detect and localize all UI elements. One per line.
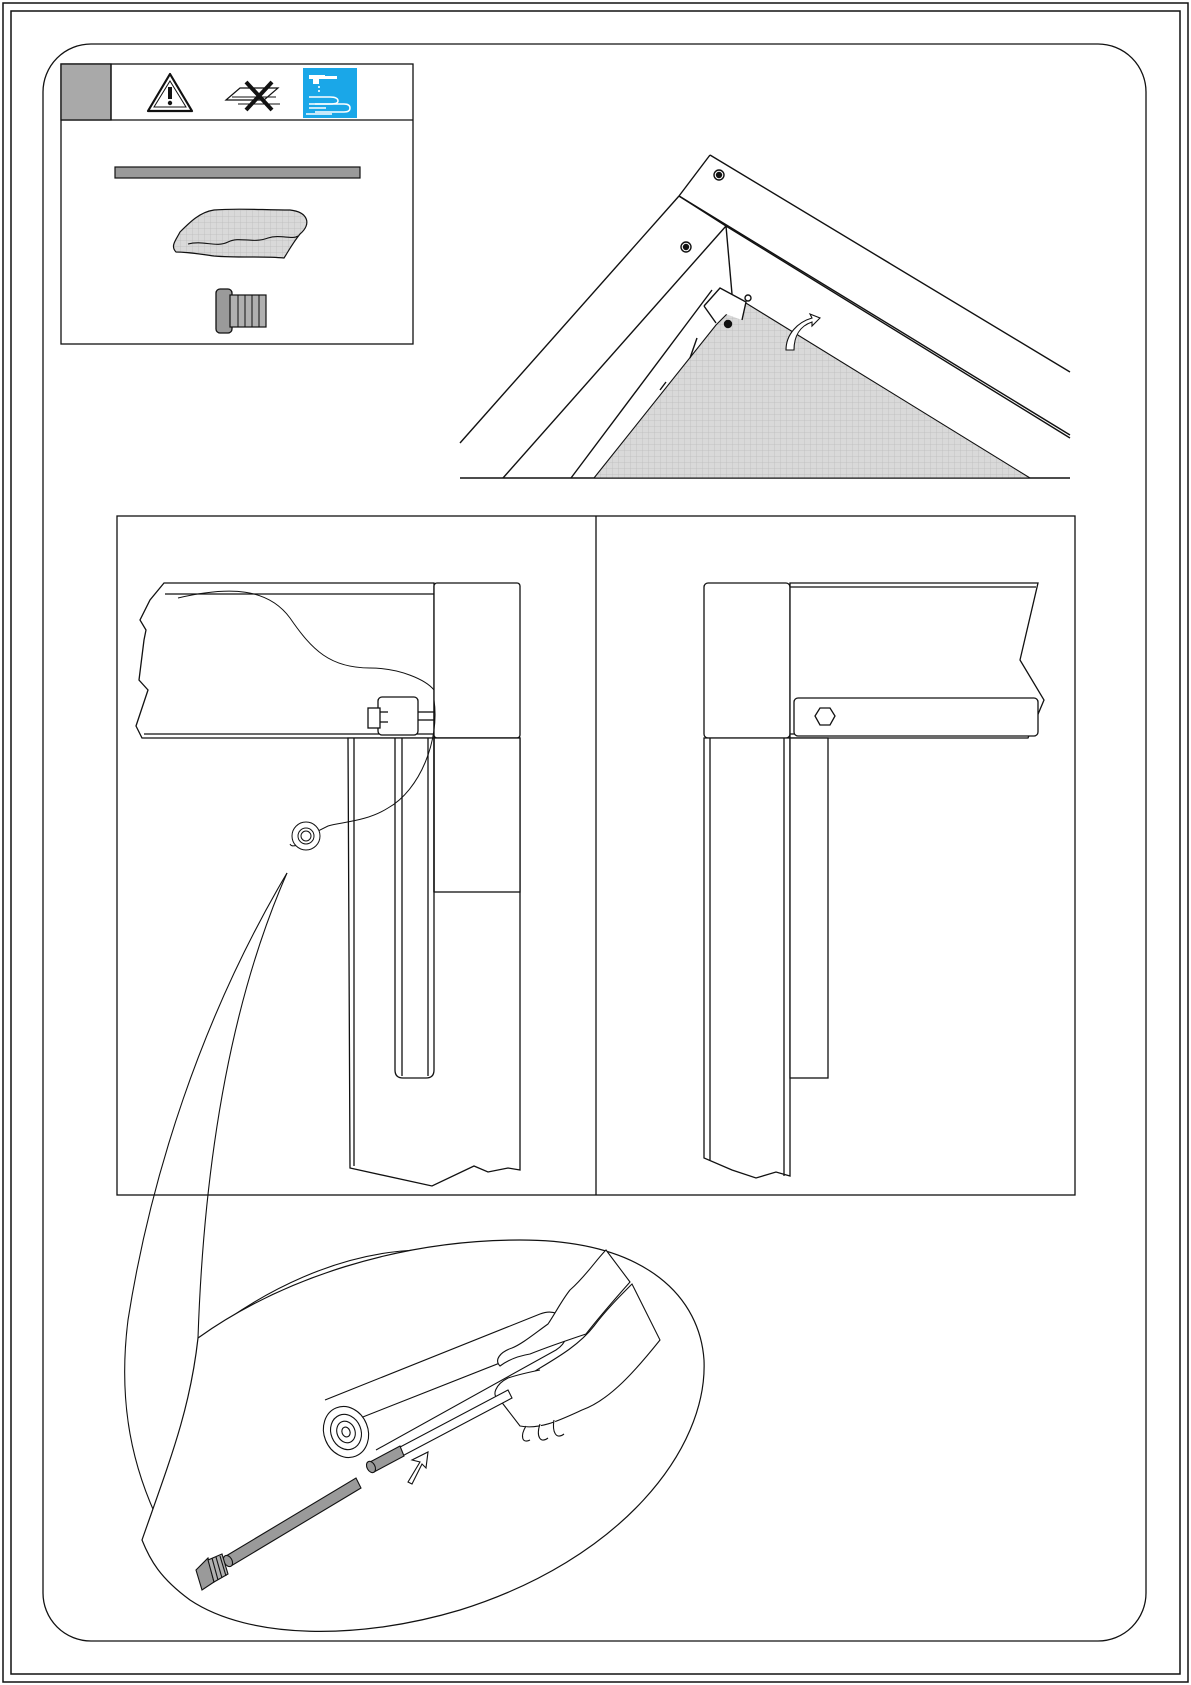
parts-panel xyxy=(61,64,413,344)
hex-bolt-icon xyxy=(815,708,835,725)
roof-corner-view xyxy=(460,155,1070,478)
right-detail-view xyxy=(704,583,1044,1178)
end-cap-part-icon xyxy=(216,289,266,333)
wash-hands-icon xyxy=(303,68,357,118)
inset-detail-view xyxy=(142,1240,704,1631)
eyelet-ring xyxy=(292,822,320,850)
left-detail-view xyxy=(136,583,520,1186)
step-number-box xyxy=(61,64,111,120)
rod-part-icon xyxy=(115,167,360,178)
